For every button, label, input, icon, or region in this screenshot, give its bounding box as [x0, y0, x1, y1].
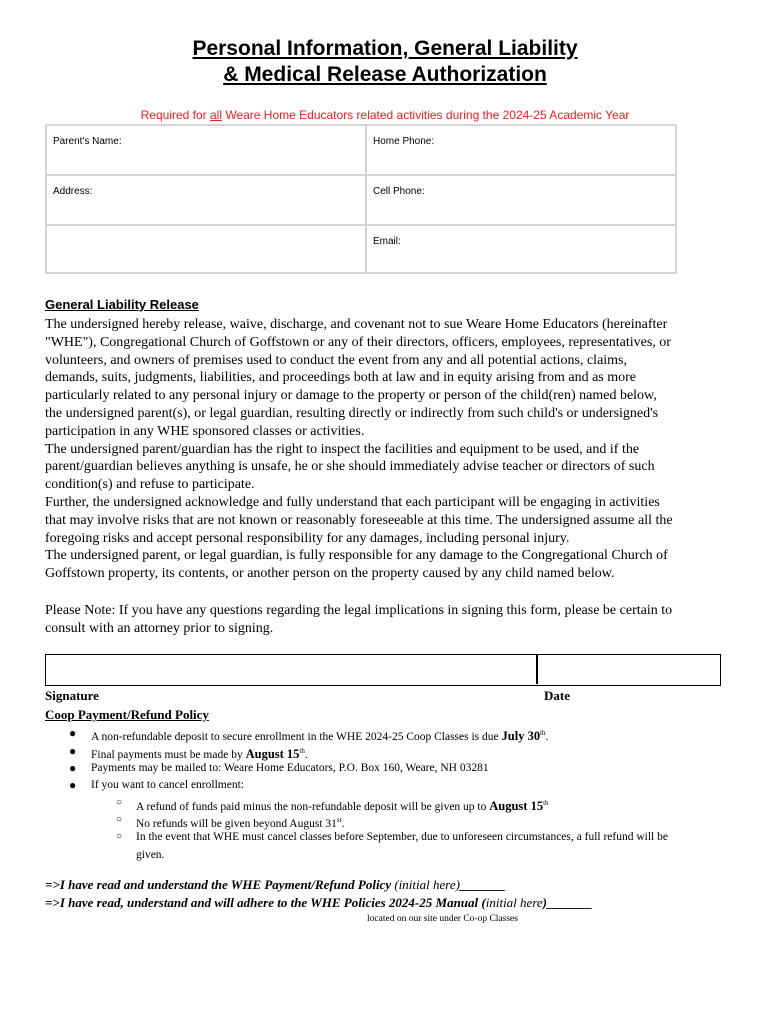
circle-bullet-icon: ○: [116, 797, 123, 808]
email-label: Email:: [373, 236, 401, 247]
text-line: that may involve risks that are not known or reasonably foreseeable at this time. The undersigned assume all the: [45, 512, 673, 528]
ack-text: =>I have read, understand and will adhere to the WHE Policies 2024-25 Manual (: [45, 895, 486, 910]
bullet-ordinal: th: [543, 799, 549, 807]
requirement-prefix: Required for: [140, 108, 210, 122]
location-note: located on our site under Co-op Classes: [367, 914, 518, 924]
bullet-date: August 15: [489, 798, 544, 813]
cell-phone-label: Cell Phone:: [373, 186, 425, 197]
refund-policy-acknowledgement: [45, 877, 505, 893]
text-line: foregoing risks and accept personal responsibility for any damages, including personal injury.: [45, 530, 570, 546]
legal-note: [45, 602, 725, 638]
bullet-end: .: [304, 748, 308, 761]
text-line: "WHE"), Congregational Church of Goffstown or any of their directors, officers, employees, representatives, or: [45, 334, 671, 350]
bullet-ordinal: th: [540, 729, 546, 737]
text-line: the undersigned parent(s), or legal guardian, resulting directly or indirectly from such child's or undersigned's: [45, 405, 659, 421]
circle-bullet-icon: ○: [116, 831, 123, 842]
bullet-date: August 15: [245, 746, 300, 761]
ack-initial-label: (initial here): [394, 877, 460, 892]
address-label: Address:: [53, 186, 93, 197]
text-line: The undersigned parent, or legal guardian, is fully responsible for any damage to the Congregational Church of: [45, 548, 668, 564]
home-phone-field[interactable]: [367, 126, 675, 174]
parents-name-label: Parent's Name:: [53, 136, 122, 147]
bullet-ordinal: st: [336, 816, 342, 824]
signature-label: Signature: [45, 688, 99, 703]
bullet-icon: ●: [69, 761, 77, 775]
bullet-text: Final payments must be made by: [91, 748, 246, 761]
bullet-icon: ●: [69, 778, 77, 792]
page-title: Personal Information, General Liability: [192, 37, 578, 60]
text-line: parent/guardian believes anything is unsafe, he or she should immediately advise teacher or directors of such: [45, 459, 655, 475]
text-line: condition(s) and refuse to participate.: [45, 477, 255, 493]
signature-box: [45, 654, 721, 686]
policy-heading: Coop Payment/Refund Policy: [45, 707, 209, 722]
text-line: consult with an attorney prior to signing.: [45, 620, 274, 636]
list-item: [69, 760, 489, 776]
bullet-text: A non-refundable deposit to secure enrollment in the WHE 2024-25 Coop Classes is due: [91, 730, 502, 743]
bullet-ordinal: th: [299, 747, 305, 755]
requirement-notice: [0, 108, 770, 122]
requirement-emphasis: all: [210, 108, 223, 122]
list-item: [69, 777, 244, 793]
bullet-end: .: [545, 730, 549, 743]
signature-field[interactable]: [46, 655, 535, 684]
page-subtitle: & Medical Release Authorization: [223, 63, 547, 86]
liability-release-text: [45, 316, 725, 583]
text-line: The undersigned hereby release, waive, discharge, and covenant not to sue Weare Home Educators (hereinafter: [45, 317, 668, 332]
personal-info-table: [45, 124, 677, 274]
ack-text: =>I have read and understand the WHE Payment/Refund Policy: [45, 877, 395, 892]
liability-heading: General Liability Release: [45, 297, 199, 312]
email-field[interactable]: [367, 226, 675, 272]
initial-field[interactable]: )_______: [542, 895, 593, 910]
bullet-text: A refund of funds paid minus the non-refundable deposit will be given up to: [136, 800, 490, 813]
parents-name-field[interactable]: [47, 126, 365, 174]
bullet-end: .: [341, 817, 345, 830]
bullet-icon: ●: [69, 726, 77, 740]
bullet-text: No refunds will be given beyond August 31: [136, 817, 337, 830]
text-line: particularly related to any personal injury or damage to the property or person of the child(ren) named below,: [45, 388, 657, 404]
text-line: Further, the undersigned acknowledge and fully understand that each participant will be engaging in activities: [45, 494, 660, 510]
requirement-suffix: Weare Home Educators related activities during the 2024-25 Academic Year: [222, 108, 630, 122]
initial-field[interactable]: _______: [459, 877, 506, 892]
bullet-text-continued: given.: [136, 849, 165, 861]
text-line: demands, suits, judgments, liabilities, and proceedings both at law and in equity arising from and as more: [45, 370, 636, 386]
list-item: [69, 725, 549, 745]
text-line: volunteers, and owners of premises used to conduct the event from any and all potential actions, claims,: [45, 352, 628, 368]
text-line: Please Note: If you have any questions regarding the legal implications in signing this form, please be certain to: [45, 603, 673, 618]
text-line: Goffstown property, its contents, or another person on the property caused by any child named below.: [45, 566, 615, 582]
address-continued-field[interactable]: [47, 226, 365, 272]
address-field[interactable]: [47, 176, 365, 224]
circle-bullet-icon: ○: [116, 814, 123, 825]
text-line: participation in any WHE sponsored classes or activities.: [45, 423, 365, 439]
policies-manual-acknowledgement: [45, 895, 593, 911]
sub-list-item: [116, 829, 668, 845]
bullet-text: Payments may be mailed to: Weare Home Educators, P.O. Box 160, Weare, NH 03281: [91, 762, 489, 774]
bullet-text: If you want to cancel enrollment:: [91, 779, 244, 791]
cell-phone-field[interactable]: [367, 176, 675, 224]
ack-initial-label: initial here: [485, 895, 543, 910]
bullet-icon: ●: [69, 744, 77, 758]
date-label: Date: [544, 688, 570, 703]
text-line: The undersigned parent/guardian has the right to inspect the facilities and equipment to be used, and if the: [45, 441, 640, 457]
home-phone-label: Home Phone:: [373, 136, 435, 147]
date-field[interactable]: [538, 655, 719, 684]
bullet-text: In the event that WHE must cancel classes before September, due to unforeseen circumstances, a full refund will be: [136, 831, 668, 843]
bullet-date: July 30: [501, 728, 541, 743]
